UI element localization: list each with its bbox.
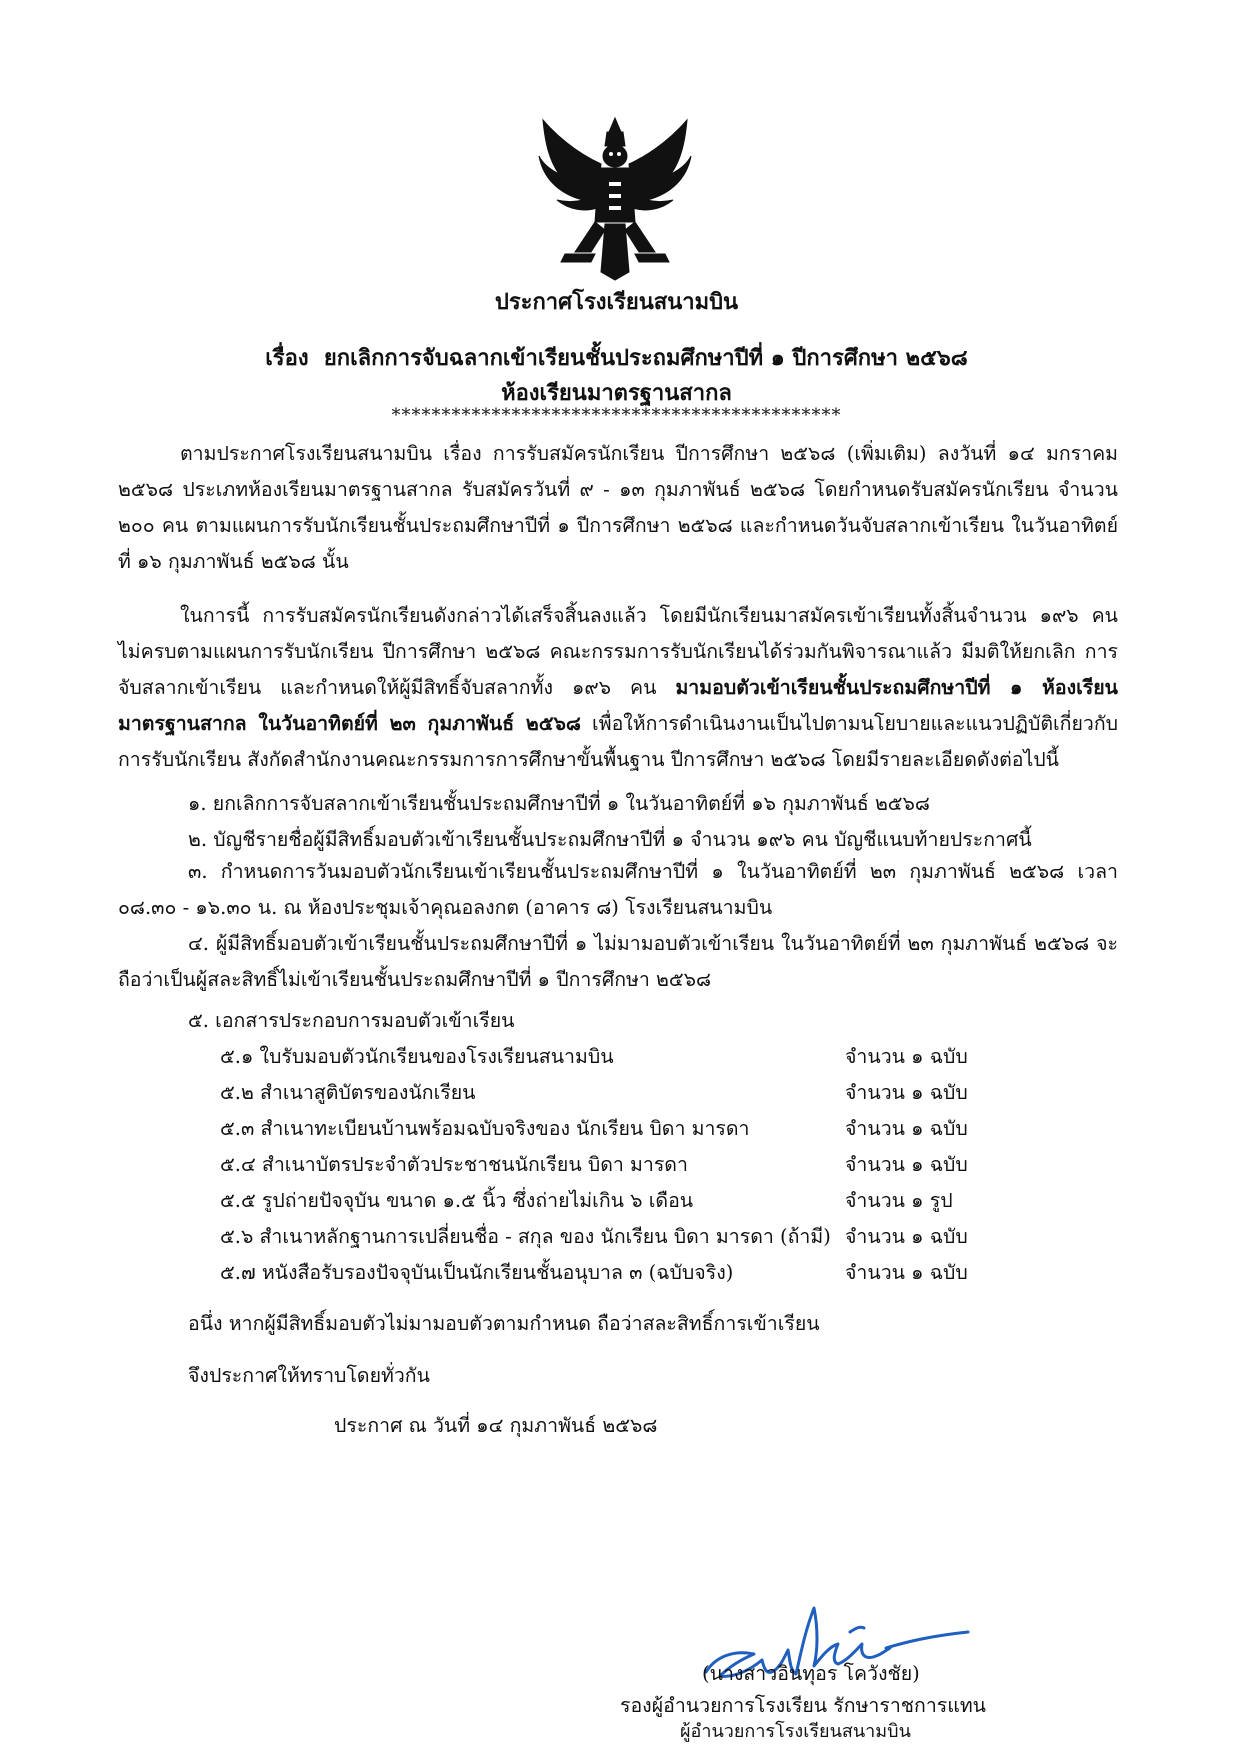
item-4: ๔. ผู้มีสิทธิ์มอบตัวเข้าเรียนชั้นประถมศึกษาปีที่ ๑ ไม่มามอบตัวเข้าเรียน ในวันอาทิตย์ที่ ๒๓ กุมภาพันธ์ ๒๕๖๘ จะถือว่าเป็นผู้สละสิทธิ์ไม่เข้าเรียนชั้นประถมศึกษาปีที่ ๑ ปีการศึกษา ๒๕๖๘	[118, 932, 1118, 991]
subject-label: เรื่อง	[265, 345, 309, 371]
document-name: ๕.๖ สำเนาหลักฐานการเปลี่ยนชื่อ - สกุล ของ นักเรียน บิดา มารดา (ถ้ามี)	[220, 1225, 831, 1248]
subject-line	[0, 340, 1233, 375]
document-name: ๕.๒ สำเนาสูติบัตรของนักเรียน	[220, 1081, 476, 1104]
item-1: ๑. ยกเลิกการจับสลากเข้าเรียนชั้นประถมศึกษาปีที่ ๑ ในวันอาทิตย์ที่ ๑๖ กุมภาพันธ์ ๒๕๖๘	[188, 792, 930, 815]
item-3: ๓. กำหนดการวันมอบตัวนักเรียนเข้าเรียนชั้นประถมศึกษาปีที่ ๑ ในวันอาทิตย์ที่ ๒๓ กุมภาพันธ์ ๒๕๖๘ เวลา ๐๘.๓๐ - ๑๖.๓๐ น. ณ ห้องประชุมเจ้าคุณอลงกต (อาคาร ๘) โรงเรียนสนามบิน	[118, 860, 1118, 919]
document-qty: จำนวน ๑ ฉบับ	[845, 1261, 968, 1284]
document-qty: จำนวน ๑ ฉบับ	[845, 1081, 968, 1104]
document-qty: จำนวน ๑ ฉบับ	[845, 1225, 968, 1248]
signer-title-2: ผู้อำนวยการโรงเรียนสนามบิน	[680, 1721, 911, 1742]
page-title: ประกาศโรงเรียนสนามบิน	[494, 289, 739, 315]
document-qty: จำนวน ๑ รูป	[845, 1189, 953, 1212]
document-name: ๕.๑ ใบรับมอบตัวนักเรียนของโรงเรียนสนามบิน	[220, 1045, 614, 1068]
document-name: ๕.๗ หนังสือรับรองปัจจุบันเป็นนักเรียนชั้นอนุบาล ๓ (ฉบับจริง)	[220, 1261, 734, 1284]
closing: จึงประกาศให้ทราบโดยทั่วกัน	[188, 1364, 430, 1387]
paragraph-2-emphasis: มามอบตัวเข้าเรียนชั้นประถมศึกษาปีที่ ๑ ห้องเรียน มาตรฐานสากล ในวันอาทิตย์ที่ ๒๓ กุมภาพันธ์ ๒๕๖๘	[118, 676, 1118, 735]
separator: *********************************************	[391, 405, 842, 426]
document-name: ๕.๔ สำเนาบัตรประจำตัวประชาชนนักเรียน บิดา มารดา	[220, 1153, 688, 1176]
garuda-emblem-icon	[535, 112, 695, 282]
document-name: ๕.๓ สำเนาทะเบียนบ้านพร้อมฉบับจริงของ นักเรียน บิดา มารดา	[220, 1117, 750, 1140]
signer-title: รองผู้อำนวยการโรงเรียน รักษาราชการแทน	[620, 1694, 987, 1717]
document-qty: จำนวน ๑ ฉบับ	[845, 1045, 968, 1068]
document-qty: จำนวน ๑ ฉบับ	[845, 1117, 968, 1140]
document-name: ๕.๕ รูปถ่ายปัจจุบัน ขนาด ๑.๕ นิ้ว ซึ่งถ่ายไม่เกิน ๖ เดือน	[220, 1189, 694, 1212]
subject-line-2: ห้องเรียนมาตรฐานสากล	[501, 380, 732, 406]
paragraph-1: ตามประกาศโรงเรียนสนามบิน เรื่อง การรับสมัครนักเรียน ปีการศึกษา ๒๕๖๘ (เพิ่มเติม) ลงวันที่ ๑๔ มกราคม ๒๕๖๘ ประเภทห้องเรียนมาตรฐานสากล รับสมัครวันที่ ๙ - ๑๓ กุมภาพันธ์ ๒๕๖๘ โดยกำหนดรับสมัครนักเรียน จำนวน ๒๐๐ คน ตามแผนการรับนักเรียนชั้นประถมศึกษาปีที่ ๑ ปีการศึกษา ๒๕๖๘ และกำหนดวันจับสลากเข้าเรียน ในวันอาทิตย์ที่ ๑๖ กุมภาพันธ์ ๒๕๖๘ นั้น	[118, 442, 1118, 573]
date-line: ประกาศ ณ วันที่ ๑๔ กุมภาพันธ์ ๒๕๖๘	[334, 1414, 658, 1437]
item-2: ๒. บัญชีรายชื่อผู้มีสิทธิ์มอบตัวเข้าเรียนชั้นประถมศึกษาปีที่ ๑ จำนวน ๑๙๖ คน บัญชีแนบท้ายประกาศนี้	[188, 828, 1032, 851]
item-5: ๕. เอกสารประกอบการมอบตัวเข้าเรียน	[188, 1009, 515, 1032]
signer-name: (นางสาวอินทุอร โควังชัย)	[702, 1662, 920, 1685]
subject-text: ยกเลิกการจับฉลากเข้าเรียนชั้นประถมศึกษาปีที่ ๑ ปีการศึกษา ๒๕๖๘	[323, 345, 968, 371]
paragraph-2: ในการนี้ การรับสมัครนักเรียนดังกล่าวได้เสร็จสิ้นลงแล้ว โดยมีนักเรียนมาสมัครเข้าเรียนทั้งสิ้นจำนวน ๑๙๖ คน ไม่ครบตามแผนการรับนักเรียน ปีการศึกษา ๒๕๖๘ คณะกรรมการรับนักเรียนได้ร่วมกันพิจารณาแล้ว มีมติให้ยกเลิก การจับสลากเข้าเรียน และกำหนดให้ผู้มีสิทธิ์จับสลากทั้ง ๑๙๖ คน มามอบตัวเข้าเรียนชั้นประถมศึกษาปีที่ ๑ ห้องเรียน มาตรฐานสากล ในวันอาทิตย์ที่ ๒๓ กุมภาพันธ์ ๒๕๖๘ เพื่อให้การดำเนินงานเป็นไปตามนโยบายและแนวปฏิบัติเกี่ยวกับ การรับนักเรียน สังกัดสำนักงานคณะกรรมการการศึกษาขั้นพื้นฐาน ปีการศึกษา ๒๕๖๘ โดยมีรายละเอียดดังต่อไปนี้	[118, 604, 1119, 771]
document-qty: จำนวน ๑ ฉบับ	[845, 1153, 968, 1176]
note: อนึ่ง หากผู้มีสิทธิ์มอบตัวไม่มามอบตัวตามกำหนด ถือว่าสละสิทธิ์การเข้าเรียน	[188, 1312, 820, 1335]
